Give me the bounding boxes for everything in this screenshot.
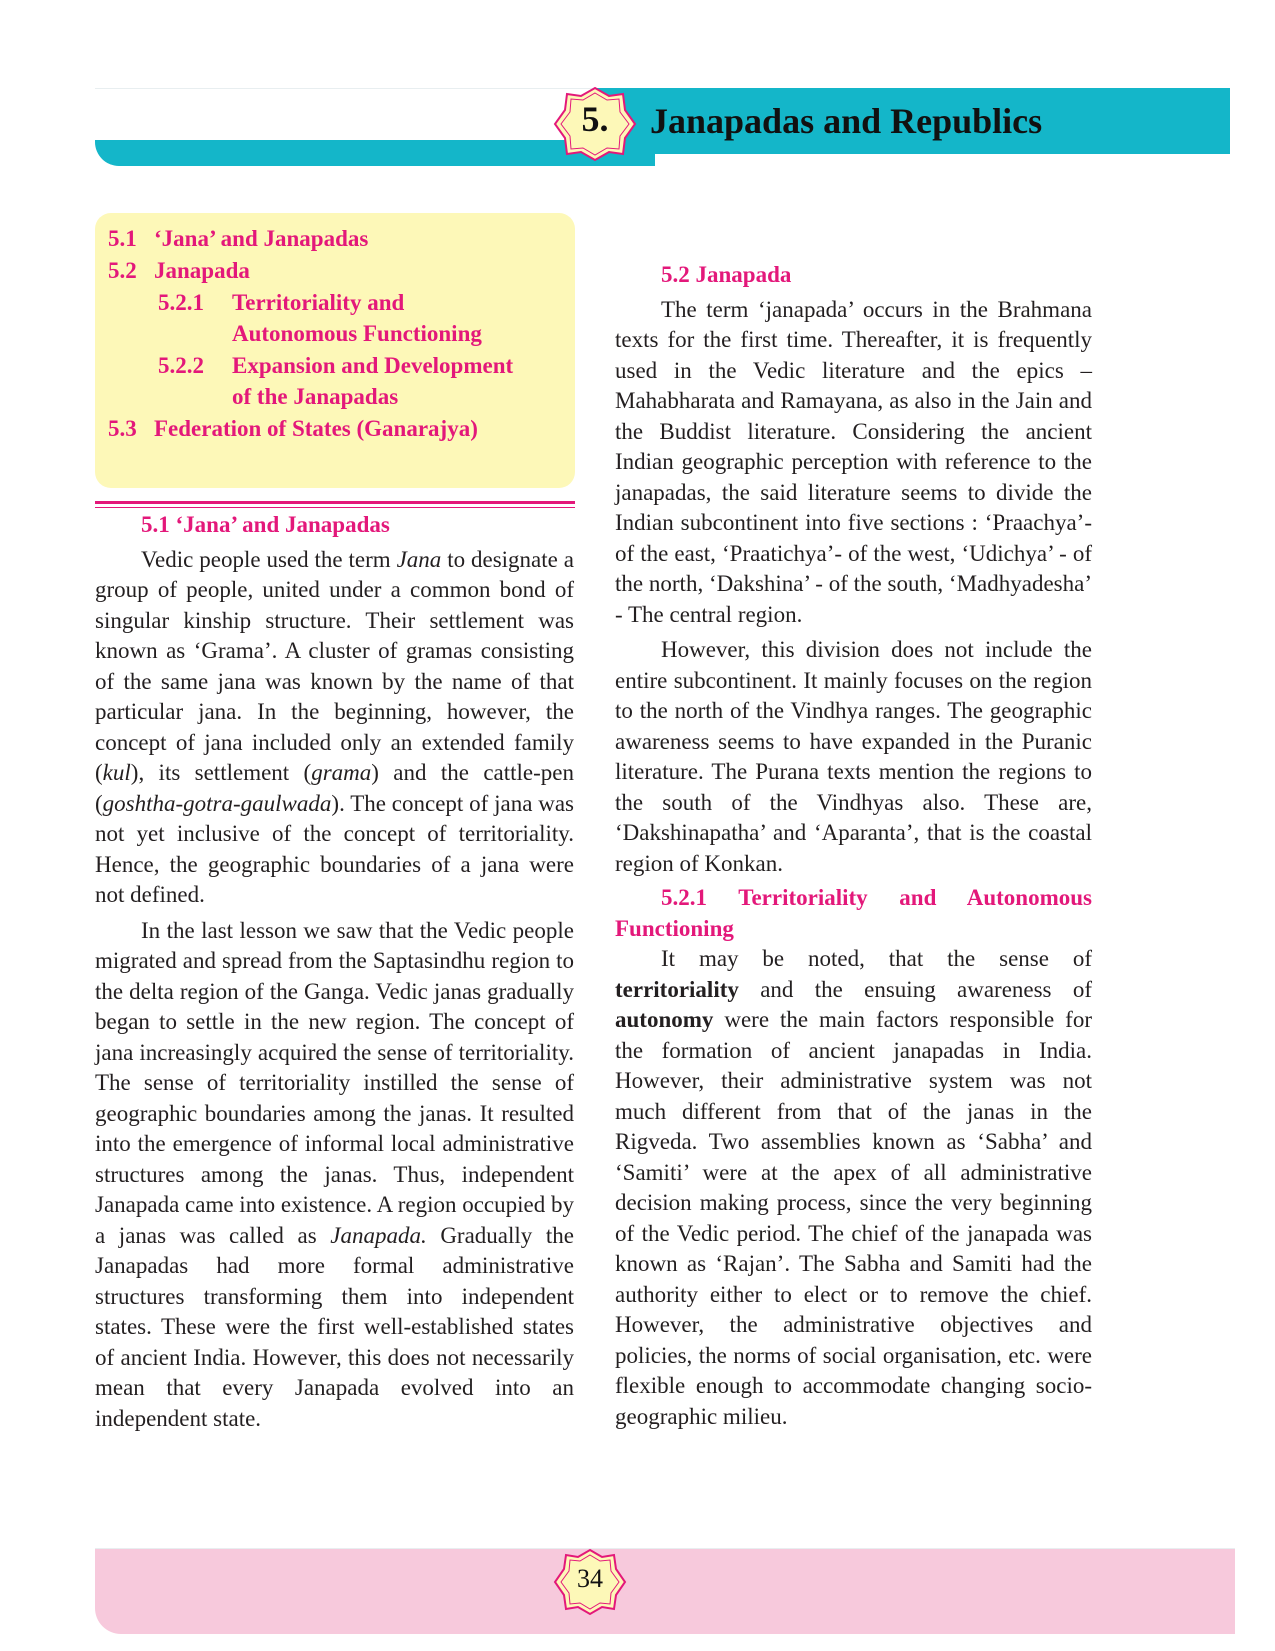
paragraph: The term ‘janapada’ occurs in the Brahmana texts for the first time. Thereafter, it is frequently used in the Vedic literature and the epics – Mahabharata and Ramayana, as also in the Jain and the Buddist literature. Considering the ancient Indian geographic perception with reference to the janapadas, the said literature seems to divide the Indian subcontinent into five sections : ‘Praachya’- of the east, ‘Praatichya’- of the west, ‘Udichya’ - of the north, ‘Dakshina’ - of the south, ‘Madhyadesha’ - The central region.: [615, 296, 1092, 627]
chapter-number: 5.: [581, 99, 609, 139]
toc-number: 5.2: [108, 258, 137, 283]
toc-number: 5.1: [108, 226, 137, 251]
toc-number: 5.2.2: [158, 353, 204, 378]
chapter-title: Janapadas and Republics: [650, 101, 1043, 141]
footer-line: [95, 1548, 1235, 1549]
toc-label-continued: of the Janapadas: [232, 384, 399, 409]
left-column: [95, 510, 574, 1434]
toc-item-5-3[interactable]: [108, 416, 478, 442]
section-heading-5-2: 5.2 Janapada: [661, 262, 792, 287]
toc-item-5-2[interactable]: [108, 258, 250, 284]
right-column: [615, 260, 1092, 1432]
divider-rule: [95, 501, 575, 504]
footer-band: [95, 1548, 1235, 1634]
toc-label: Expansion and Development: [232, 353, 514, 378]
toc-item-5-1[interactable]: [108, 226, 368, 252]
toc-label: Federation of States (Ganarajya): [154, 416, 478, 441]
toc-label: Janapada: [154, 258, 250, 283]
toc-number: 5.3: [108, 416, 137, 441]
contents-box: [95, 213, 575, 488]
toc-item-5-2-1[interactable]: [158, 290, 482, 346]
toc-label: ‘Jana’ and Janapadas: [154, 226, 369, 251]
section-heading-5-1: 5.1 ‘Jana’ and Janapadas: [141, 512, 390, 537]
paragraph: Vedic people used the term Jana to designate a group of people, united under a common bond of singular kinship structure. Their settlement was known as ‘Grama’. A cluster of gramas consisting of the same jana was known by the name of that particular jana. In the beginning, however, the concept of jana included only an extended family (kul), its settlement (grama) and the cattle-pen (goshtha-gotra-gaulwada). The concept of jana was not yet inclusive of the concept of territoriality. Hence, the geographic boundaries of a jana were not defined.: [95, 546, 574, 907]
paragraph: However, this division does not include the entire subcontinent. It mainly focuses on the region to the north of the Vindhya ranges. The geographic awareness seems to have expanded in the Puranic literature. The Purana texts mention the regions to the south of the Vindhyas also. These are, ‘Dakshinapatha’ and ‘Aparanta’, that is the coastal region of Konkan.: [615, 637, 1092, 876]
toc-number: 5.2.1: [158, 290, 204, 315]
paragraph: In the last lesson we saw that the Vedic people migrated and spread from the Saptasindhu region to the delta region of the Ganga. Vedic janas gradually began to settle in the new region. The concept of jana increasingly acquired the sense of territoriality. The sense of territoriality instilled the sense of geographic boundaries among the janas. It resulted into the emergence of informal local administrative structures among the janas. Thus, independent Janapada came into existence. A region occupied by a janas was called as Janapada. Gradually the Janapadas had more formal administrative structures transforming them into independent states. These were the first well-established states of ancient India. However, this does not necessarily mean that every Janapada evolved into an independent state.: [95, 917, 574, 1431]
paragraph: It may be noted, that the sense of territoriality and the ensuing awareness of autonomy were the main factors responsible for the formation of ancient janapadas in India. However, their administrative system was not much different from that of the janas in the Rigveda. Two assemblies known as ‘Sabha’ and ‘Samiti’ were at the apex of all administrative decision making process, since the very beginning of the Vedic period. The chief of the janapada was known as ‘Rajan’. The Sabha and Samiti had the authority either to elect or to remove the chief. However, the administrative objectives and policies, the norms of social organisation, etc. were flexible enough to accommodate changing socio-geographic milieu.: [615, 946, 1092, 1429]
section-heading-5-2-1: 5.2.1 Territoriality and Autonomous Functioning: [615, 885, 1092, 941]
toc-label-continued: Autonomous Functioning: [232, 321, 482, 346]
toc-item-5-2-2[interactable]: [158, 353, 514, 409]
toc-label: Territoriality and: [232, 290, 405, 315]
page-number: 34: [577, 1564, 603, 1593]
divider-rule-thin: [95, 507, 575, 508]
